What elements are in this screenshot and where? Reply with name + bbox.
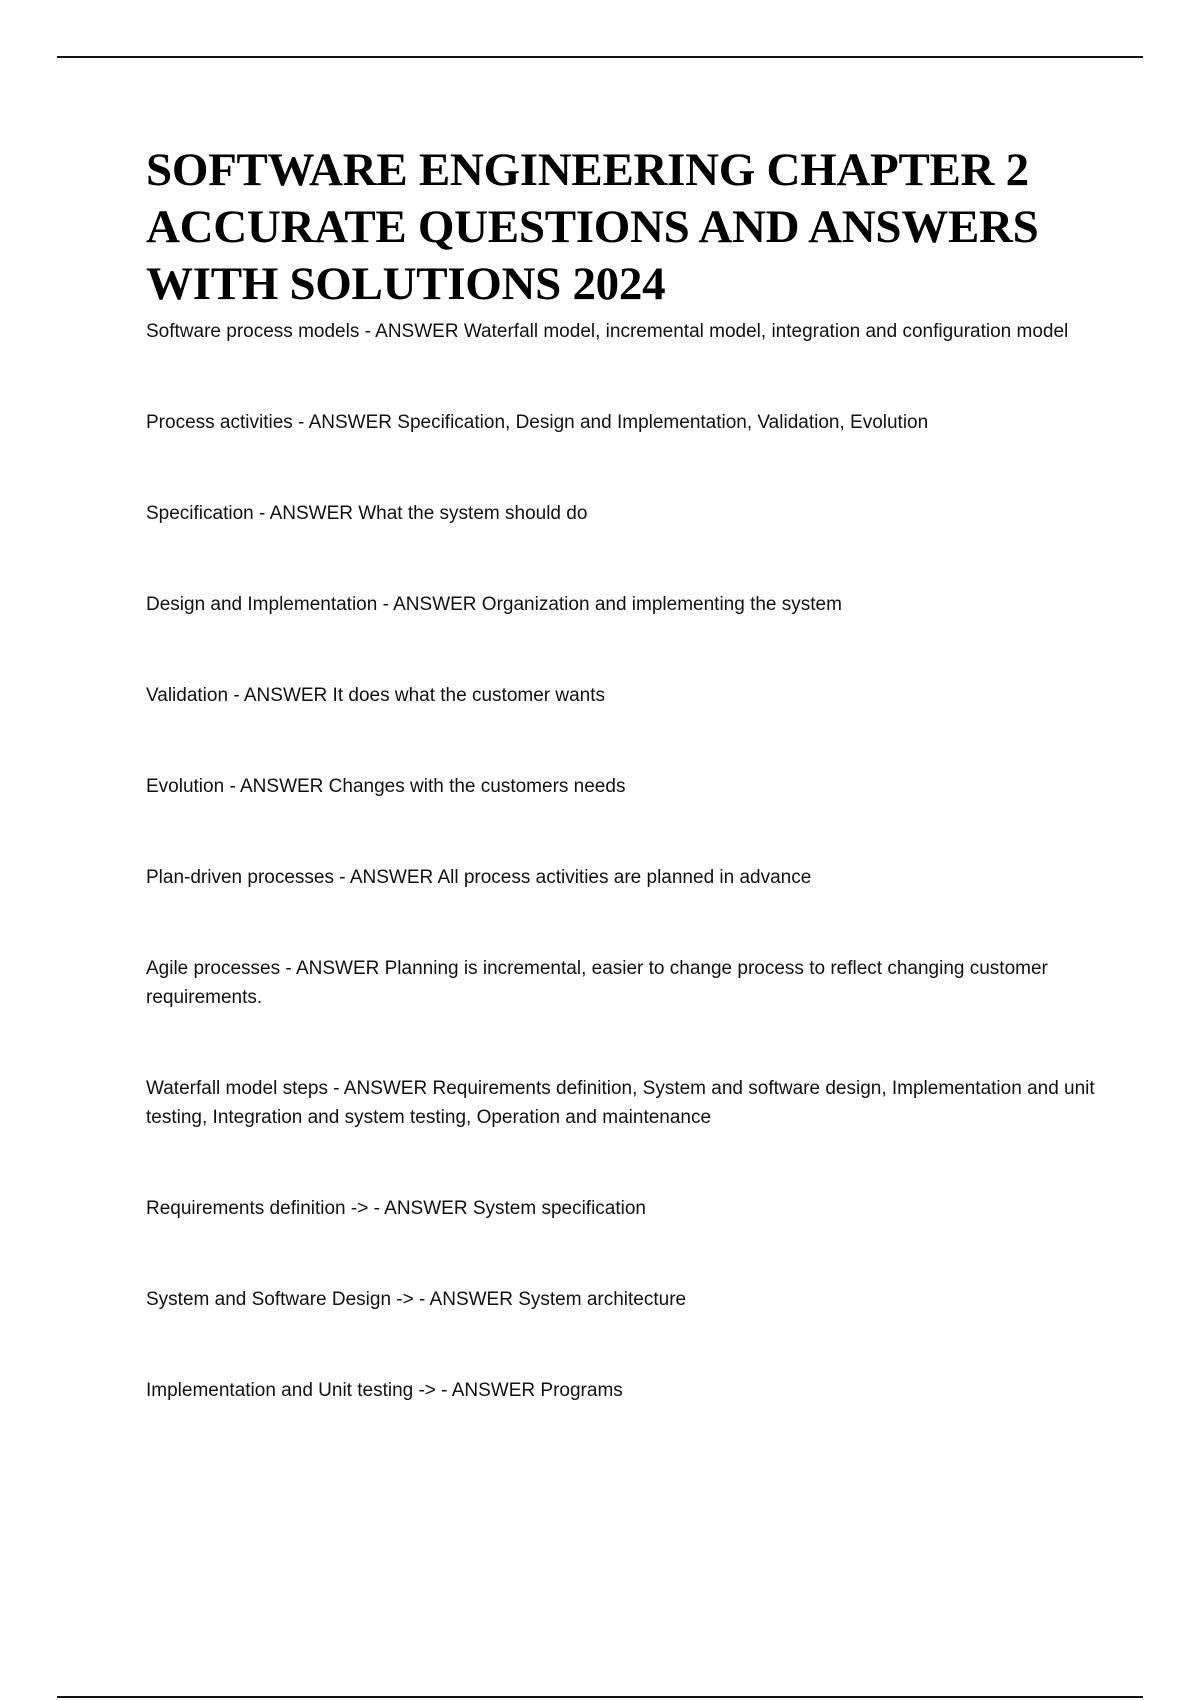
qa-item: System and Software Design -> - ANSWER System architecture <box>146 1289 687 1310</box>
bottom-rule <box>57 1696 1143 1698</box>
qa-item: Validation - ANSWER It does what the customer wants <box>146 685 606 706</box>
qa-item: Process activities - ANSWER Specification, Design and Implementation, Validation, Evolution <box>146 412 929 433</box>
qa-item: Plan-driven processes - ANSWER All process activities are planned in advance <box>146 867 812 888</box>
qa-item: Design and Implementation - ANSWER Organization and implementing the system <box>146 594 842 615</box>
document-body <box>146 142 1096 1467</box>
qa-item: Requirements definition -> - ANSWER System specification <box>146 1198 647 1219</box>
qa-item: Agile processes - ANSWER Planning is incremental, easier to change process to reflect changing customer requirements. <box>146 958 1048 1008</box>
qa-list <box>146 317 1096 1405</box>
qa-item: Evolution - ANSWER Changes with the customers needs <box>146 776 626 797</box>
qa-item: Implementation and Unit testing -> - ANSWER Programs <box>146 1380 623 1401</box>
qa-item: Specification - ANSWER What the system should do <box>146 503 588 524</box>
document-title: SOFTWARE ENGINEERING CHAPTER 2 ACCURATE QUESTIONS AND ANSWERS WITH SOLUTIONS 2024 <box>146 144 1039 310</box>
qa-item: Waterfall model steps - ANSWER Requirements definition, System and software design, Implementation and unit testing, Integration and system testing, Operation and maintenance <box>146 1078 1095 1128</box>
qa-item: Software process models - ANSWER Waterfall model, incremental model, integration and configuration model <box>146 321 1069 342</box>
top-rule <box>57 56 1143 58</box>
